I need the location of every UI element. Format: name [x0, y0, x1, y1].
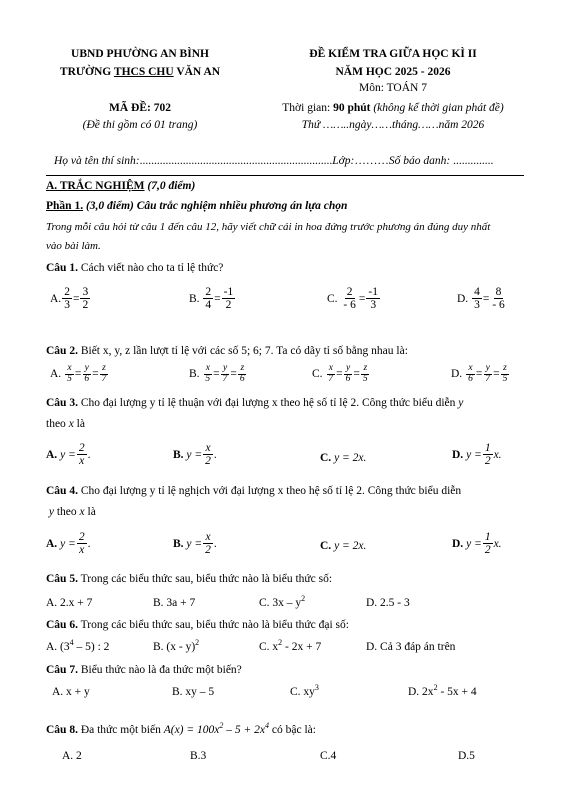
q4-option-c[interactable]: C. y = 2x. [320, 540, 367, 552]
q2-option-b[interactable]: B. $\frac{x}{5}$ = $\frac{y}{7}$ = $\frac{z}{6}$ [189, 363, 245, 384]
class-field[interactable]: ……… [354, 155, 389, 167]
q1-option-b[interactable]: B. $\frac{2}{4}$ = $\frac{-1}{2}$ [189, 286, 234, 312]
student-info-line [54, 155, 493, 167]
q5-option-a[interactable]: A. 2.x + 7 [46, 597, 93, 609]
school-name: TRƯỜNG THCS CHU VĂN AN [59, 66, 221, 78]
q4-option-a[interactable]: A. y = $\frac{2}{x}$ . [46, 531, 91, 557]
question-5: Câu 5. Trong các biểu thức sau, biểu thức nào là biểu thức số: [46, 573, 333, 585]
q5-option-c[interactable]: C. $3x - y^2$ [259, 594, 306, 609]
q8-option-a[interactable]: A. 2 [62, 750, 82, 762]
question-8: Câu 8. Đa thức một biến $A(x) = 100x^2 - 5 + 2x^4$ có bậc là: [46, 721, 316, 736]
instruction-line2: vào bài làm. [46, 240, 101, 252]
q7-option-b[interactable]: B. xy – 5 [172, 686, 215, 698]
school-year: NĂM HỌC 2025 - 2026 [335, 66, 451, 78]
q5-option-d[interactable]: D. 2.5 - 3 [366, 597, 410, 609]
student-name-field[interactable]: ................................................................... [139, 155, 333, 167]
q4-option-b[interactable]: B. y = $\frac{x}{2}$ . [173, 531, 217, 557]
part1-title: Phần 1. (3,0 điểm) Câu trắc nghiệm nhiều phương án lựa chọn [46, 200, 348, 212]
exam-title: ĐỀ KIỂM TRA GIỮA HỌC KÌ II [309, 48, 477, 60]
question-4: Câu 4. Cho đại lượng y tỉ lệ nghịch với đại lượng x theo hệ số tỉ lệ 2. Công thức biểu diễn [46, 485, 462, 497]
q6-option-b[interactable]: B. (x - y)$^2$ [153, 638, 200, 653]
exam-duration: Thời gian: 90 phút (không kể thời gian phát đề) [282, 102, 504, 114]
question-4-line2: y theo x là [48, 506, 96, 518]
subject: Môn: TOÁN 7 [359, 82, 427, 94]
student-id-field[interactable]: .............. [450, 155, 494, 167]
student-id-label: Số báo danh: [388, 155, 451, 167]
question-2: Câu 2. Biết x, y, z lần lượt tỉ lệ với các số 5; 6; 7. Ta có dãy tỉ số bằng nhau là: [46, 345, 408, 357]
q5-option-b[interactable]: B. 3a + 7 [153, 597, 196, 609]
question-1: Câu 1. Cách viết nào cho ta tỉ lệ thức? [46, 262, 224, 274]
q6-option-c[interactable]: C. $x^2 - 2x + 7$ [259, 638, 322, 653]
q3-option-d[interactable]: D. y = $\frac{1}{2}$ x. [452, 442, 502, 468]
page-count: (Đề thi gồm có 01 trang) [82, 119, 198, 131]
q8-option-d[interactable]: D.5 [458, 750, 475, 762]
section-a-title: A. TRẮC NGHIỆM (7,0 điểm) [46, 180, 196, 192]
q2-option-d[interactable]: D. $\frac{x}{6}$ = $\frac{y}{7}$ = $\frac{z}{5}$ [451, 363, 508, 384]
q6-option-d[interactable]: D. Cả 3 đáp án trên [366, 641, 456, 653]
q8-option-c[interactable]: C.4 [320, 750, 337, 762]
q6-option-a[interactable]: A. $(3^4 - 5)$ : 2 [46, 638, 110, 653]
q7-option-c[interactable]: C. $xy^3$ [290, 683, 319, 698]
question-7: Câu 7. Biểu thức nào là đa thức một biến? [46, 664, 242, 676]
question-3: Câu 3. Cho đại lượng y tỉ lệ thuận với đại lượng x theo hệ số tỉ lệ 2. Công thức biểu diễn y [46, 397, 464, 409]
question-3-line2: theo x là [46, 418, 85, 430]
student-name-label: Họ và tên thí sinh: [54, 155, 140, 167]
department-name: UBND PHƯỜNG AN BÌNH [71, 48, 209, 60]
q1-option-c[interactable]: C. $\frac{2}{- 6}$ = $\frac{-1}{3}$ [327, 286, 378, 312]
q7-option-a[interactable]: A. x + y [52, 686, 90, 698]
exam-date: Thứ ……..ngày……tháng……năm 2026 [301, 119, 485, 131]
instruction-line1: Trong mỗi câu hỏi từ câu 1 đến câu 12, hãy viết chữ cái in hoa đứng trước phương án đúng duy nhất [46, 221, 491, 233]
question-6: Câu 6. Trong các biểu thức sau, biểu thức nào là biểu thức đại số: [46, 619, 349, 631]
q8-option-b[interactable]: B.3 [190, 750, 207, 762]
q3-option-b[interactable]: B. y = $\frac{x}{2}$ . [173, 442, 217, 468]
q7-option-d[interactable]: D. $2x^2 - 5x + 4$ [408, 683, 477, 698]
q3-option-c[interactable]: C. y = 2x. [320, 452, 367, 464]
q2-option-c[interactable]: C. $\frac{x}{7}$ = $\frac{y}{6}$ = $\frac{z}{5}$ [312, 363, 368, 384]
q1-option-a[interactable]: A. $\frac{2}{3}$ = $\frac{3}{2}$ [50, 286, 89, 312]
q2-option-a[interactable]: A. $\frac{x}{5}$ = $\frac{y}{6}$ = $\frac{z}{7}$ [50, 363, 107, 384]
class-label: Lớp: [332, 155, 355, 167]
q1-option-d[interactable]: D. $\frac{4}{3}$ = $\frac{8}{- 6}$ [457, 286, 505, 312]
q4-option-d[interactable]: D. y = $\frac{1}{2}$ x. [452, 531, 502, 557]
divider [46, 175, 524, 176]
exam-code: MÃ ĐỀ: 702 [109, 102, 171, 114]
q3-option-a[interactable]: A. y = $\frac{2}{x}$ . [46, 442, 91, 468]
